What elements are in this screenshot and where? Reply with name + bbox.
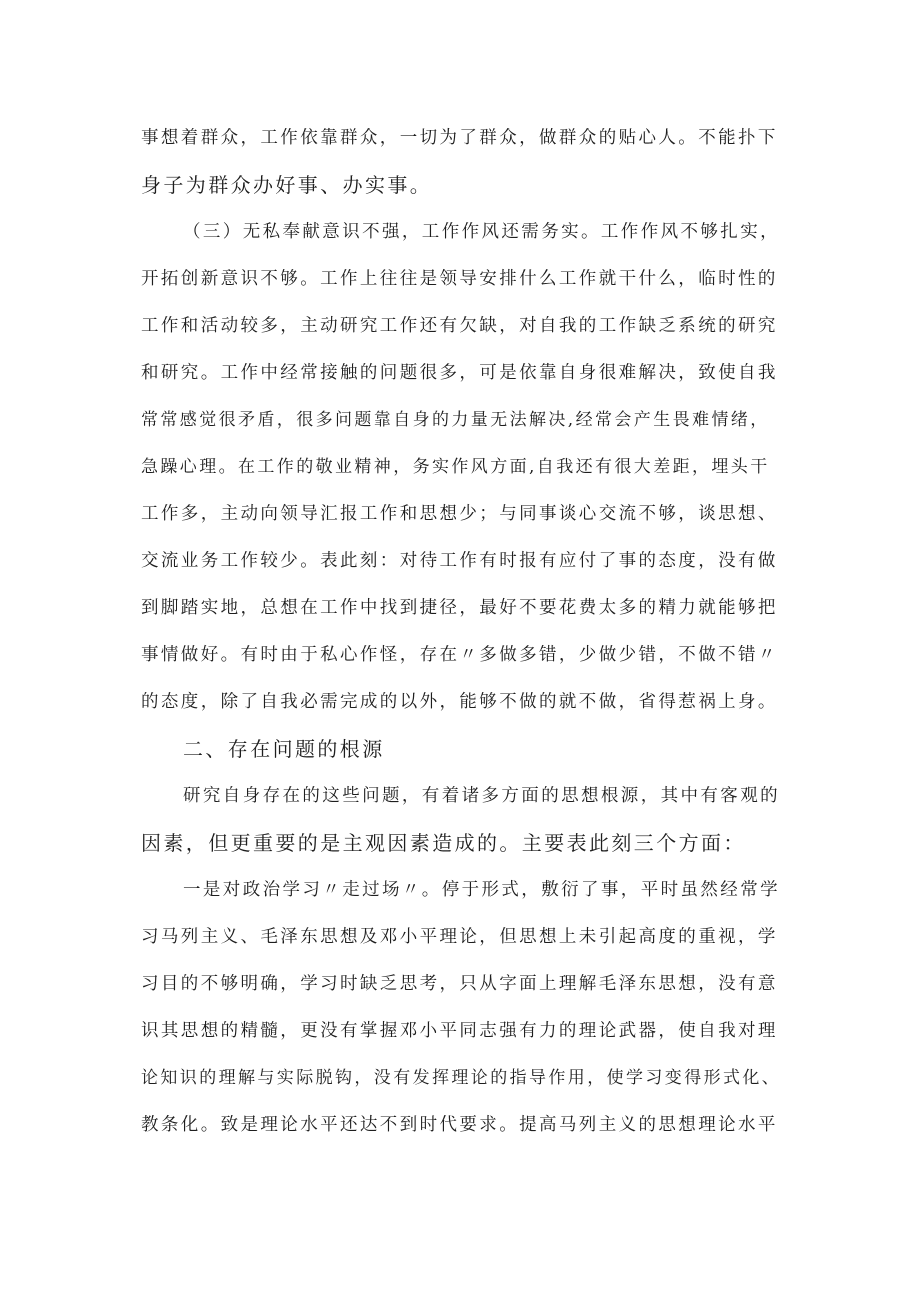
text-line: 急躁心理。在工作的敬业精神，务实作风方面,自我还有很大差距，埋头干 xyxy=(141,457,770,477)
section-heading: （三）无私奉献意识不强，工作作风还需务实。工作作风不够扎实， xyxy=(183,222,780,242)
text-line: 工作和活动较多，主动研究工作还有欠缺，对自我的工作缺乏系统的研究 xyxy=(141,316,778,336)
text-line: 论知识的理解与实际脱钩，没有发挥理论的指导作用，使学习变得形式化、 xyxy=(141,1068,782,1088)
text-line: 识其思想的精髓，更没有掌握邓小平同志强有力的理论武器，使自我对理 xyxy=(141,1021,778,1041)
text-line: 到脚踏实地，总想在工作中找到捷径，最好不要花费太多的精力就能够把 xyxy=(141,598,778,618)
text-line: 开拓创新意识不够。工作上往往是领导安排什么工作就干什么，临时性的 xyxy=(141,269,778,289)
text-line: 的态度，除了自我必需完成的以外，能够不做的就不做，省得惹祸上身。 xyxy=(141,692,778,712)
text-line: 和研究。工作中经常接触的问题很多，可是依靠自身很难解决，致使自我 xyxy=(141,363,778,383)
text-line: 因素，但更重要的是主观因素造成的。主要表此刻三个方面： xyxy=(141,831,746,855)
text-line: 工作多，主动向领导汇报工作和思想少；与同事谈心交流不够，谈思想、 xyxy=(141,504,778,524)
text-line: 一是对政治学习〃走过场〃。停于形式，敷衍了事，平时虽然经常学 xyxy=(183,880,780,900)
text-line: 事想着群众，工作依靠群众，一切为了群众，做群众的贴心人。不能扑下 xyxy=(141,128,778,148)
text-line: 事情做好。有时由于私心作怪，存在〃多做多错，少做少错，不做不错〃 xyxy=(141,645,778,665)
text-line: 交流业务工作较少。表此刻：对待工作有时报有应付了事的态度，没有做 xyxy=(141,551,778,571)
text-line: 常常感觉很矛盾，很多问题靠自身的力量无法解决,经常会产生畏难情绪， xyxy=(141,410,770,430)
text-line: 身子为群众办好事、办实事。 xyxy=(141,173,433,197)
text-line: 研究自身存在的这些问题，有着诸多方面的思想根源，其中有客观的 xyxy=(183,786,780,806)
section-heading: 二、存在问题的根源 xyxy=(183,737,385,761)
text-line: 教条化。致是理论水平还达不到时代要求。提高马列主义的思想理论水平 xyxy=(141,1115,778,1135)
text-line: 习马列主义、毛泽东思想及邓小平理论，但思想上未引起高度的重视，学 xyxy=(141,927,778,947)
text-line: 习目的不够明确，学习时缺乏思考，只从字面上理解毛泽东思想，没有意 xyxy=(141,974,778,994)
